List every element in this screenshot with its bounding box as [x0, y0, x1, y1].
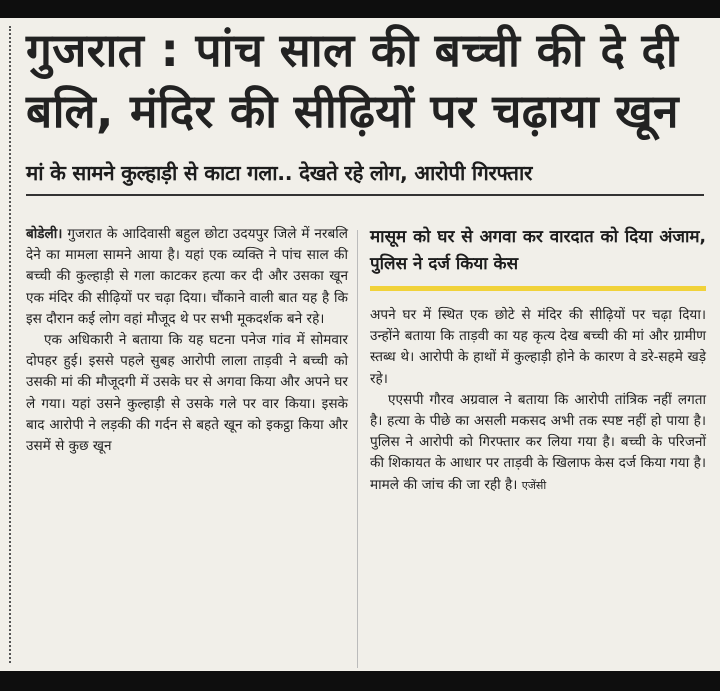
headline: गुजरात : पांच साल की बच्ची की दे दी बलि, मंदिर की सीढ़ियों पर चढ़ाया खून: [26, 23, 679, 138]
box-heading: मासूम को घर से अगवा कर वारदात को दिया अंजाम, पुलिस ने दर्ज किया केस: [370, 224, 706, 291]
left-paragraph-1-text: गुजरात के आदिवासी बहुल छोटा उदयपुर जिले में नरबलि देने का मामला सामने आया है। यहां एक व्यक्ति ने पांच साल की बच्ची की कुल्हाड़ी से गला काटकर हत्या कर दी और उसका खून एक मंदिर की सीढ़ियों पर चढ़ा दिया। चौंकाने वाली बात यह है कि इस दौरान कई लोग वहां मौजूद थे पर सभी मूकदर्शक बने रहे।: [26, 226, 348, 327]
newspaper-clipping: [0, 18, 720, 671]
right-paragraph-1: अपने घर में स्थित एक छोटे से मंदिर की सीढ़ियों पर चढ़ा दिया। उन्होंने बताया कि ताड़वी का यह कृत्य देख बच्ची की मां और ग्रामीण स्तब्ध थे। आरोपी के हाथों में कुल्हाड़ी होने के कारण वे डरे-सहमे खड़े रहे।: [370, 307, 706, 387]
column-divider: [357, 230, 358, 668]
left-column: [26, 224, 348, 457]
dotted-margin-rule: [9, 26, 11, 663]
agency-credit: एजेंसी: [521, 478, 547, 492]
right-column: [370, 224, 706, 496]
left-paragraph-1: [26, 224, 348, 330]
right-paragraph-2-text: एएसपी गौरव अग्रवाल ने बताया कि आरोपी तांत्रिक नहीं लगता है। हत्या के पीछे का असली मकसद अभी तक स्पष्ट नहीं हो पाया है। पुलिस ने आरोपी को गिरफ्तार कर लिया गया है। बच्ची के परिजनों की शिकायत के आधार पर ताड़वी के खिलाफ केस दर्ज किया गया है। मामले की जांच की जा रही है।: [370, 391, 706, 493]
subheadline: मां के सामने कुल्हाड़ी से काटा गला.. देखते रहे लोग, आरोपी गिरफ्तार: [26, 158, 704, 196]
left-paragraph-2: एक अधिकारी ने बताया कि यह घटना पनेज गांव में सोमवार दोपहर हुई। इससे पहले सुबह आरोपी लाला ताड़वी ने बच्ची को उसकी मां की मौजूदगी में उसके घर से अगवा किया और अपने घर ले गया। यहां उसने कुल्हाड़ी से उसके गले पर वार किया। इसके बाद आरोपी ने लड़की की गर्दन से बहते खून को इकट्ठा किया और उसमें से कुछ खून: [26, 332, 348, 455]
right-paragraph-2: [370, 390, 706, 496]
dateline: बोडेली।: [26, 226, 63, 242]
